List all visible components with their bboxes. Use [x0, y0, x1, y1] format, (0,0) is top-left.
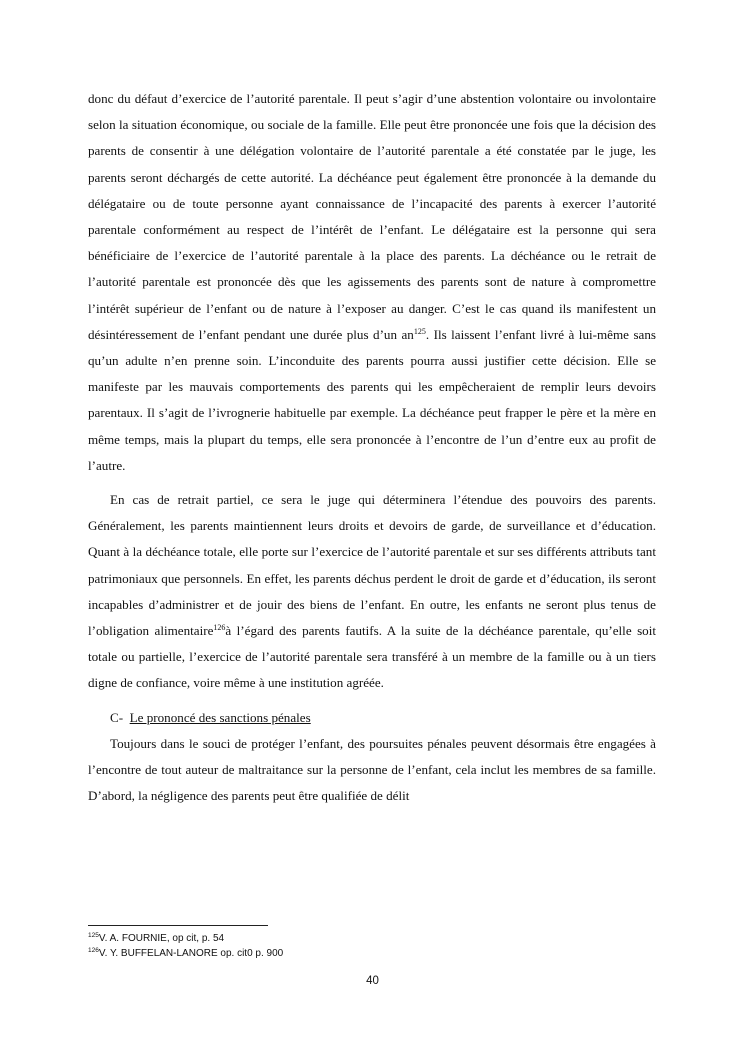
- paragraph-3-text: Toujours dans le souci de protéger l’enfant, des poursuites pénales peuvent désormais être engagées à l’encontre de tout auteur de maltraitance sur la personne de l’enfant, cela inclut les membres de sa famille. D’abord, la négligence des parents peut être qualifiée de délit: [88, 735, 656, 804]
- section-heading-title: Le prononcé des sanctions pénales: [129, 709, 311, 725]
- footnote-number: 125: [88, 932, 99, 939]
- footnote-separator: [88, 925, 268, 926]
- footnote-ref-125[interactable]: 125: [413, 326, 426, 336]
- paragraph-2-text-a: En cas de retrait partiel, ce sera le juge qui déterminera l’étendue des pouvoirs des parents. Généralement, les parents maintiennent leurs droits et devoirs de garde, de surveillance et d’éducation. Quant à la déchéance totale, elle porte sur l’exercice de l’autorité parentale et sur ses différents attributs tant patrimoniaux que personnels. En effet, les parents déchus perdent le droit de garde et d’éducation, ils seront incapables d’administrer et de jouir des biens de l’enfant. En outre, les enfants ne seront plus tenus de l’obligation alimentaire: [88, 492, 656, 639]
- section-heading: [88, 705, 656, 731]
- paragraph-2: [88, 487, 656, 697]
- paragraph-3: [88, 731, 656, 810]
- footnote-text: V. A. FOURNIE, op cit, p. 54: [98, 933, 225, 944]
- paragraph-2-text-b: à l’égard des parents fautifs. A la suite de la déchéance parentale, qu’elle soit totale ou partielle, l’exercice de l’autorité parentale sera transféré à un membre de la famille ou à un tiers digne de confiance, voire même à une institution agréée.: [88, 623, 656, 691]
- paragraph-1-text-b: . Ils laissent l’enfant livré à lui-même sans qu’un adulte n’en prenne soin. L’inconduite des parents pourra aussi justifier cette décision. Elle se manifeste par les mauvais comportements des parents qui les empêcheraient de remplir leurs devoirs parentaux. Il s’agit de l’ivrognerie habituelle par exemple. La déchéance peut frapper le père et la mère en même temps, mais la plupart du temps, elle sera prononcée à l’encontre de l’un d’entre eux au profit de l’autre.: [88, 326, 656, 473]
- paragraph-1: [88, 86, 656, 479]
- footnote-text: V. Y. BUFFELAN-LANORE op. cit0 p. 900: [98, 948, 284, 959]
- page-number: 40: [366, 975, 379, 987]
- paragraph-1-text-a: donc du défaut d’exercice de l’autorité parentale. Il peut s’agir d’une abstention volontaire ou involontaire selon la situation économique, ou sociale de la famille. Elle peut être prononcée une fois que la décision des parents de consentir à une délégation volontaire de l’autorité parentale a été constatée par le juge, les parents seront déchargés de cette autorité. La déchéance peut également être prononcée à la demande du délégataire ou de toute personne ayant connaissance de l’incapacité des parents à exercer l’autorité parentale conformément au respect de l’intérêt de l’enfant. Le délégataire est la personne qui sera bénéficiaire de l’exercice de l’autorité parentale à la place des parents. La déchéance ou le retrait de l’autorité parentale est prononcée dès que les agissements des parents sont de nature à compromettre l’intérêt supérieur de l’enfant ou de nature à l’exposer au danger. C’est le cas quand ils manifestent un désintéressement de l’enfant pendant une durée plus d’un an: [88, 91, 656, 342]
- footnote-item: [88, 931, 283, 946]
- footnote-number: 126: [88, 947, 99, 954]
- page-body: [88, 86, 656, 809]
- footnotes: [88, 931, 283, 961]
- footnote-ref-126[interactable]: 126: [213, 623, 226, 633]
- section-heading-prefix: C-: [110, 709, 124, 725]
- footnote-item: [88, 946, 283, 961]
